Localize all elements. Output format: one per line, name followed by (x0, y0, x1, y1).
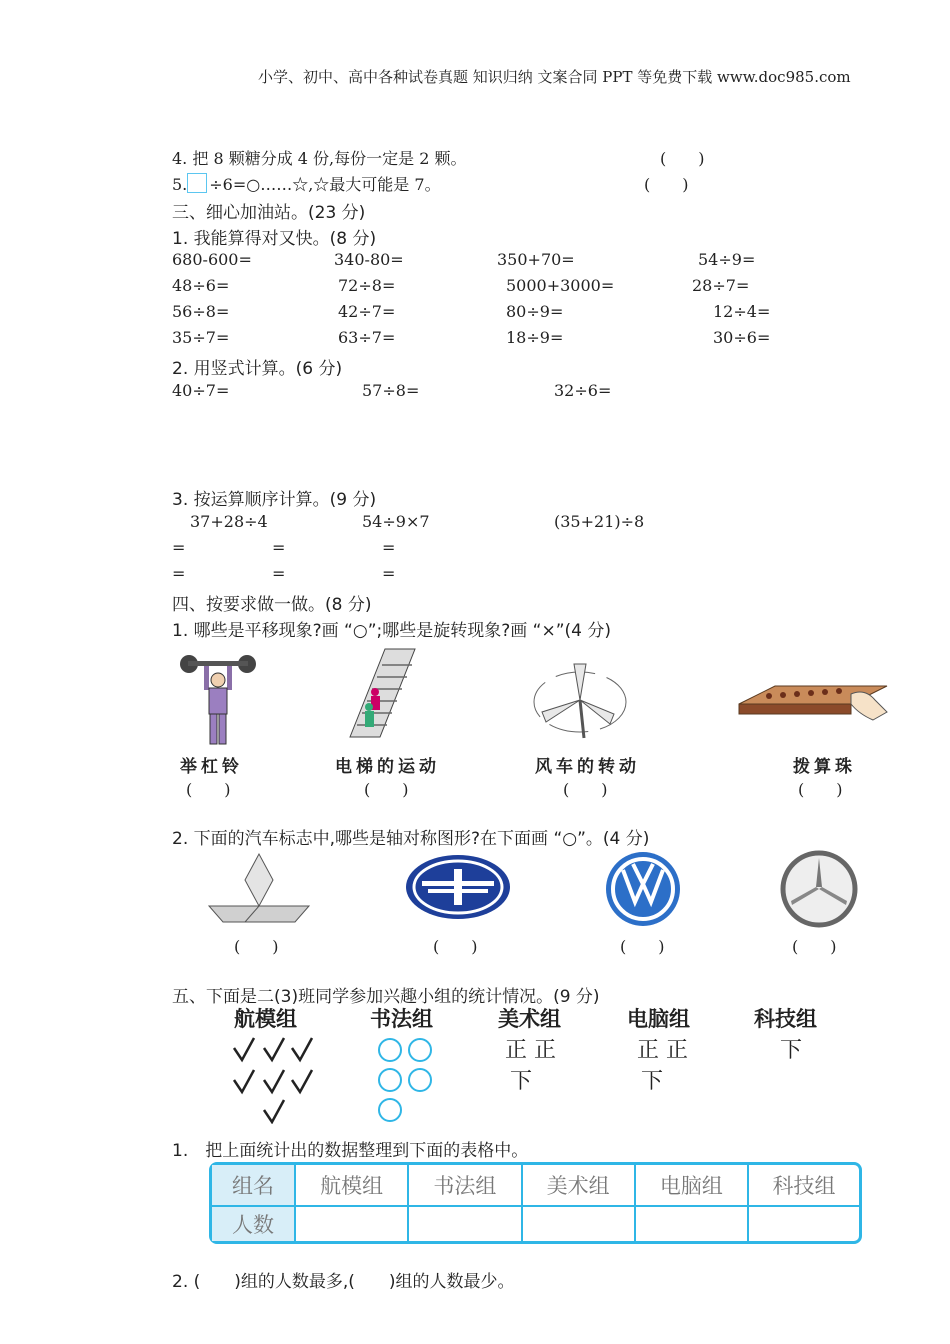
answer-paren[interactable]: ( ) (792, 937, 837, 956)
escalator-picture (345, 645, 420, 740)
equals-sign: = (172, 538, 186, 557)
tally-computer-row1: 正 正 (637, 1038, 688, 1063)
section-3-sub3: 3. 按运算顺序计算。(9 分) (172, 490, 377, 510)
calc-cell: 63÷7= (338, 328, 396, 347)
table-row-label: 人数 (212, 1207, 296, 1241)
tally-art-row2: 下 (510, 1069, 533, 1094)
question-5-number: 5. (172, 175, 188, 194)
group-head-computer: 电脑组 (627, 1007, 690, 1031)
table-answer-cell[interactable] (636, 1207, 749, 1241)
section-4-title: 四、按要求做一做。(8 分) (172, 595, 372, 615)
calc-cell: 28÷7= (692, 276, 750, 295)
order-calc: 54÷9×7 (362, 512, 430, 531)
group-head-model: 航模组 (234, 1007, 297, 1031)
equals-sign: = (272, 538, 286, 557)
section-3-sub2: 2. 用竖式计算。(6 分) (172, 359, 343, 379)
calc-cell: 54÷9= (698, 250, 756, 269)
calc-cell: 42÷7= (338, 302, 396, 321)
caption-barbell: 举杠铃 (180, 757, 243, 777)
equals-sign: = (382, 538, 396, 557)
tally-art-row1: 正 正 (505, 1038, 556, 1063)
answer-paren-5[interactable]: ( ) (644, 175, 689, 194)
section-5-sub1: 1. 把上面统计出的数据整理到下面的表格中。 (172, 1141, 529, 1161)
section-3-sub1: 1. 我能算得对又快。(8 分) (172, 229, 377, 249)
statistics-table (209, 1162, 862, 1244)
circle-tally (376, 1036, 436, 1126)
tally-computer-row2: 下 (641, 1069, 664, 1094)
section-4-sub1: 1. 哪些是平移现象?画 “○”;哪些是旋转现象?画 “×”(4 分) (172, 621, 611, 641)
calc-cell: 35÷7= (172, 328, 230, 347)
blank-box[interactable] (187, 173, 207, 193)
answer-paren[interactable]: ( ) (563, 780, 608, 799)
group-head-art: 美术组 (498, 1007, 561, 1031)
calc-cell: 12÷4= (713, 302, 771, 321)
answer-paren[interactable]: ( ) (186, 780, 231, 799)
barbell-lifter-picture (178, 652, 258, 747)
vertical-calc: 40÷7= (172, 381, 230, 400)
mitsubishi-logo (205, 850, 313, 926)
calc-cell: 56÷8= (172, 302, 230, 321)
calc-cell: 18÷9= (506, 328, 564, 347)
section-5-sub2: 2. ( )组的人数最多,( )组的人数最少。 (172, 1272, 515, 1292)
table-answer-cell[interactable] (523, 1207, 636, 1241)
table-header-cell: 航模组 (296, 1165, 409, 1207)
table-header-cell: 组名 (212, 1165, 296, 1207)
calc-cell: 30÷6= (713, 328, 771, 347)
equals-sign: = (272, 564, 286, 583)
faw-logo (404, 853, 512, 921)
calc-cell: 680-600= (172, 250, 252, 269)
answer-paren[interactable]: ( ) (364, 780, 409, 799)
page-header: 小学、初中、高中各种试卷真题 知识归纳 文案合同 PPT 等免费下载 www.doc985.com (258, 68, 851, 86)
answer-paren[interactable]: ( ) (798, 780, 843, 799)
question-5 (172, 172, 441, 195)
answer-paren[interactable]: ( ) (234, 937, 279, 956)
group-head-tech: 科技组 (754, 1007, 817, 1031)
table-answer-cell[interactable] (409, 1207, 522, 1241)
question-4: 4. 把 8 颗糖分成 4 份,每份一定是 2 颗。 (172, 149, 467, 168)
answer-paren[interactable]: ( ) (620, 937, 665, 956)
calc-cell: 350+70= (497, 250, 575, 269)
table-answer-cell[interactable] (296, 1207, 409, 1241)
vertical-calc: 32÷6= (554, 381, 612, 400)
equals-sign: = (382, 564, 396, 583)
table-header-cell: 科技组 (749, 1165, 859, 1207)
answer-paren[interactable]: ( ) (433, 937, 478, 956)
calc-cell: 72÷8= (338, 276, 396, 295)
calc-cell: 48÷6= (172, 276, 230, 295)
table-header-cell: 电脑组 (636, 1165, 749, 1207)
checkmark-tally (230, 1036, 320, 1124)
equals-sign: = (172, 564, 186, 583)
mercedes-logo (779, 850, 859, 928)
order-calc: 37+28÷4 (190, 512, 268, 531)
windmill-picture (530, 660, 630, 740)
tally-tech: 下 (780, 1038, 803, 1063)
group-head-calligraphy: 书法组 (370, 1007, 433, 1031)
answer-paren-4[interactable]: ( ) (660, 149, 705, 168)
question-5-text: ÷6=○……☆,☆最大可能是 7。 (209, 175, 441, 194)
section-3-title: 三、细心加油站。(23 分) (172, 203, 366, 223)
calc-cell: 5000+3000= (506, 276, 615, 295)
calc-cell: 80÷9= (506, 302, 564, 321)
caption-windmill: 风车的转动 (535, 757, 640, 777)
calc-cell: 340-80= (334, 250, 404, 269)
table-answer-cell[interactable] (749, 1207, 859, 1241)
section-4-sub2: 2. 下面的汽车标志中,哪些是轴对称图形?在下面画 “○”。(4 分) (172, 829, 650, 849)
abacus-picture (735, 680, 891, 728)
table-header-cell: 美术组 (523, 1165, 636, 1207)
order-calc: (35+21)÷8 (554, 512, 645, 531)
section-5-title: 五、下面是二(3)班同学参加兴趣小组的统计情况。(9 分) (172, 987, 600, 1007)
volkswagen-logo (603, 850, 683, 928)
caption-escalator: 电梯的运动 (335, 757, 440, 777)
caption-abacus: 拨算珠 (793, 757, 856, 777)
table-header-cell: 书法组 (409, 1165, 522, 1207)
vertical-calc: 57÷8= (362, 381, 420, 400)
